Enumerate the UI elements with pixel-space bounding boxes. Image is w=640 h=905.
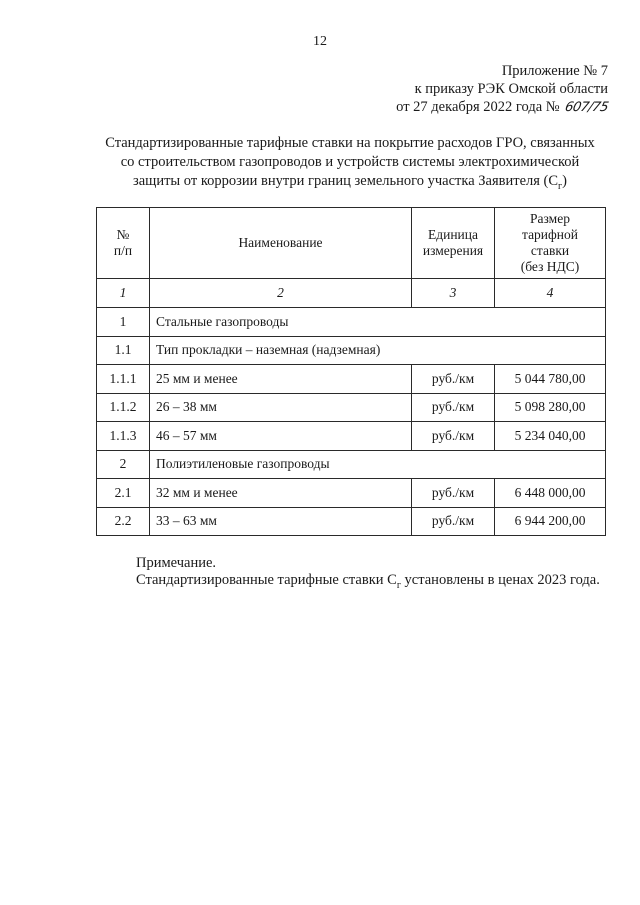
appendix-header <box>396 62 608 117</box>
note-text-end: установлены в ценах 2023 года. <box>400 572 600 588</box>
row-name: 33 – 63 мм <box>150 507 412 536</box>
index-cell-2: 2 <box>150 279 412 308</box>
row-rate: 5 234 040,00 <box>495 422 606 451</box>
row-name: 32 мм и менее <box>150 479 412 508</box>
header-name: Наименование <box>150 208 412 279</box>
appendix-title: Приложение № 7 <box>501 63 608 79</box>
header-rate-line-3: ставки <box>530 243 570 258</box>
appendix-order-date <box>396 98 608 117</box>
index-cell-4: 4 <box>495 279 606 308</box>
header-unit <box>412 208 495 279</box>
page-number: 12 <box>313 34 327 49</box>
row-unit: руб./км <box>412 365 495 394</box>
row-name: Стальные газопроводы <box>150 308 606 337</box>
row-unit: руб./км <box>412 393 495 422</box>
table-row <box>97 507 606 536</box>
title-line-2: со строительством газопроводов и устройств системы электрохимической <box>120 154 580 170</box>
tariff-table <box>96 207 606 536</box>
title-line-3-sub: г <box>558 180 563 192</box>
row-name: 26 – 38 мм <box>150 393 412 422</box>
row-name: 25 мм и менее <box>150 365 412 394</box>
header-unit-line-1: Единица <box>427 227 478 242</box>
note-text-sub: г <box>396 579 401 591</box>
note-text-main: Стандартизированные тарифные ставки С <box>136 572 397 588</box>
header-rate-line-1: Размер <box>530 211 570 226</box>
row-num: 1.1.1 <box>97 365 150 394</box>
header-num-line-1: № <box>116 227 130 242</box>
header-rate-line-2: тарифной <box>522 227 578 242</box>
row-rate: 5 098 280,00 <box>495 393 606 422</box>
header-num-line-2: п/п <box>113 243 133 258</box>
table-row-section <box>97 450 606 479</box>
table-row <box>97 422 606 451</box>
table-header-row <box>97 208 606 279</box>
header-unit-line-2: измерения <box>422 243 484 258</box>
row-num: 2.1 <box>97 479 150 508</box>
row-unit: руб./км <box>412 479 495 508</box>
title-line-1: Стандартизированные тарифные ставки на покрытие расходов ГРО, связанных <box>105 135 595 151</box>
appendix-order-ref: к приказу РЭК Омской области <box>414 81 608 97</box>
table-row <box>97 479 606 508</box>
table-index-row <box>97 279 606 308</box>
table-row-subsection <box>97 336 606 365</box>
row-rate: 5 044 780,00 <box>495 365 606 394</box>
document-title <box>88 134 612 196</box>
row-name: Тип прокладки – наземная (надземная) <box>150 336 606 365</box>
table-row-section <box>97 308 606 337</box>
title-line-3-end: ) <box>562 173 567 189</box>
row-num: 1.1.2 <box>97 393 150 422</box>
row-num: 1.1 <box>97 336 150 365</box>
row-rate: 6 944 200,00 <box>495 507 606 536</box>
table-row <box>97 393 606 422</box>
header-rate <box>495 208 606 279</box>
row-unit: руб./км <box>412 507 495 536</box>
row-num: 1.1.3 <box>97 422 150 451</box>
row-num: 2.2 <box>97 507 150 536</box>
appendix-order-date-text: от 27 декабря 2022 года № <box>396 99 560 115</box>
handwritten-order-number: 607/75 <box>563 100 610 115</box>
row-name: 46 – 57 мм <box>150 422 412 451</box>
row-rate: 6 448 000,00 <box>495 479 606 508</box>
index-cell-3: 3 <box>412 279 495 308</box>
note-title: Примечание. <box>136 555 217 571</box>
note-text <box>112 571 608 595</box>
index-cell-1: 1 <box>97 279 150 308</box>
row-unit: руб./км <box>412 422 495 451</box>
title-line-3-main: защиты от коррозии внутри границ земельного участка Заявителя (С <box>133 173 559 189</box>
table-row <box>97 365 606 394</box>
row-num: 1 <box>97 308 150 337</box>
title-line-3 <box>88 172 612 196</box>
row-name: Полиэтиленовые газопроводы <box>150 450 606 479</box>
row-num: 2 <box>97 450 150 479</box>
header-num <box>97 208 150 279</box>
header-rate-line-4: (без НДС) <box>520 259 580 274</box>
